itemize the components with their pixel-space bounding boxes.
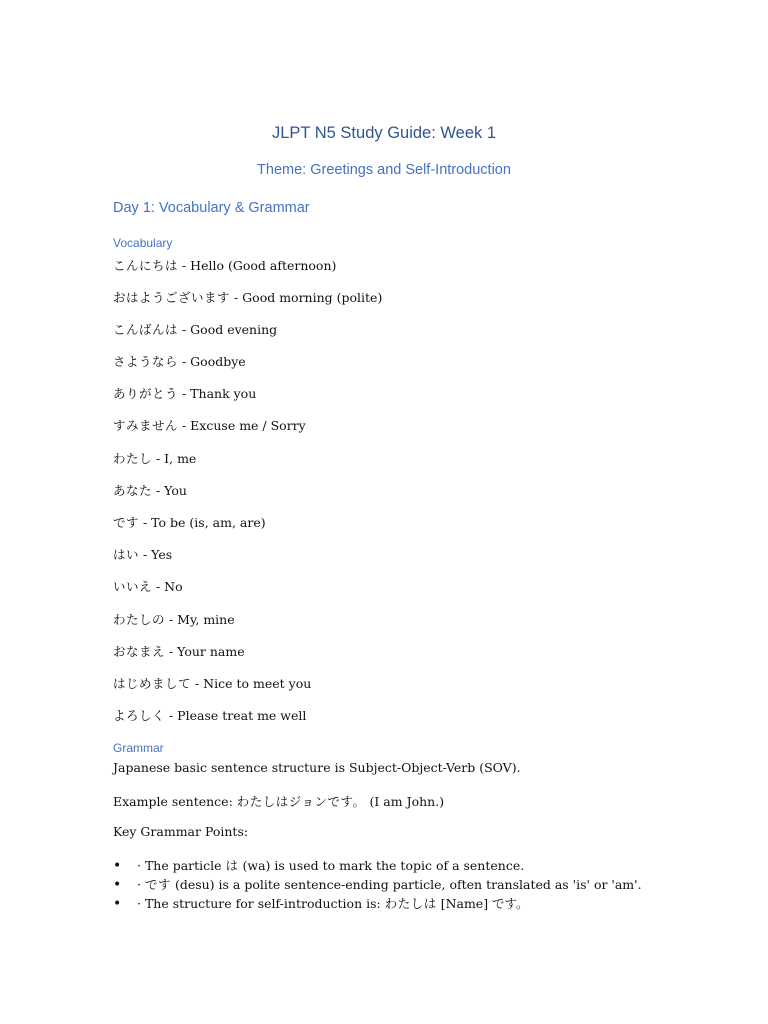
vocab-meaning: - Excuse me / Sorry [178, 418, 306, 433]
point-japanese: は [225, 858, 239, 873]
vocab-meaning: - Goodbye [178, 354, 246, 369]
vocab-item [113, 545, 172, 563]
vocab-item [113, 320, 277, 338]
vocab-meaning: - Nice to meet you [191, 676, 312, 691]
vocab-meaning: - I, me [152, 451, 197, 466]
vocab-japanese: です [113, 515, 140, 530]
vocab-item [113, 416, 306, 434]
vocab-meaning: - To be (is, am, are) [139, 515, 266, 530]
bullet-icon: • [113, 896, 122, 912]
vocab-meaning: - Good evening [178, 322, 278, 337]
grammar-structure-text: Japanese basic sentence structure is Subject-Object-Verb (SOV). [113, 760, 521, 775]
vocab-item [113, 610, 235, 628]
vocab-item [113, 449, 196, 467]
vocab-japanese: はじめまして [113, 676, 192, 691]
vocab-meaning: - My, mine [165, 612, 235, 627]
point-prefix: · The particle [137, 858, 226, 873]
vocab-item [113, 481, 187, 499]
point-prefix: · The structure for self-introduction is: [137, 896, 385, 911]
list-item [113, 856, 524, 874]
vocab-japanese: はい [113, 547, 140, 562]
theme-heading: Theme: Greetings and Self-Introduction [257, 162, 511, 178]
grammar-heading: Grammar [113, 741, 164, 755]
vocab-item [113, 642, 245, 660]
vocab-japanese: よろしく [113, 708, 166, 723]
vocab-japanese: あなた [113, 483, 153, 498]
vocab-japanese: わたし [113, 451, 153, 466]
point-japanese: わたしは [384, 896, 437, 911]
point-japanese: です [144, 877, 171, 892]
example-japanese: わたしはジョンです。 [236, 794, 366, 809]
point-prefix: · [137, 877, 145, 892]
vocab-item [113, 352, 246, 370]
vocab-japanese: ありがとう [113, 386, 179, 401]
vocab-japanese: さようなら [113, 354, 179, 369]
vocab-item [113, 256, 336, 274]
list-item [113, 875, 642, 893]
vocab-item [113, 288, 382, 306]
vocab-meaning: - No [152, 579, 183, 594]
vocab-item [113, 384, 256, 402]
bullet-icon: • [113, 858, 122, 874]
vocab-meaning: - Good morning (polite) [230, 290, 383, 305]
vocab-meaning: - Please treat me well [165, 708, 307, 723]
vocab-meaning: - You [152, 483, 187, 498]
bullet-icon: • [113, 877, 122, 893]
example-translation: (I am John.) [365, 794, 445, 809]
vocab-meaning: - Thank you [178, 386, 257, 401]
example-label: Example sentence: [113, 794, 237, 809]
vocab-japanese: おなまえ [113, 644, 166, 659]
vocab-japanese: いいえ [113, 579, 153, 594]
vocab-japanese: こんにちは [113, 258, 179, 273]
vocab-meaning: - Your name [165, 644, 245, 659]
key-points-label: Key Grammar Points: [113, 824, 249, 839]
vocab-japanese: おはようございます [113, 290, 231, 305]
vocab-japanese: すみません [113, 418, 179, 433]
point-rest: [Name] です。 [436, 896, 529, 911]
day-heading: Day 1: Vocabulary & Grammar [113, 200, 310, 216]
vocab-item [113, 674, 311, 692]
point-rest: (desu) is a polite sentence-ending particle, often translated as 'is' or 'am'. [170, 877, 642, 892]
vocab-item [113, 513, 266, 531]
vocab-item [113, 706, 306, 724]
vocab-japanese: こんばんは [113, 322, 179, 337]
point-rest: (wa) is used to mark the topic of a sentence. [238, 858, 525, 873]
vocab-meaning: - Hello (Good afternoon) [178, 258, 337, 273]
example-sentence [113, 792, 444, 810]
vocab-meaning: - Yes [139, 547, 173, 562]
list-item [113, 894, 529, 912]
vocab-item [113, 577, 183, 595]
vocabulary-heading: Vocabulary [113, 236, 173, 250]
document-title: JLPT N5 Study Guide: Week 1 [271, 124, 497, 142]
vocab-japanese: わたしの [113, 612, 166, 627]
